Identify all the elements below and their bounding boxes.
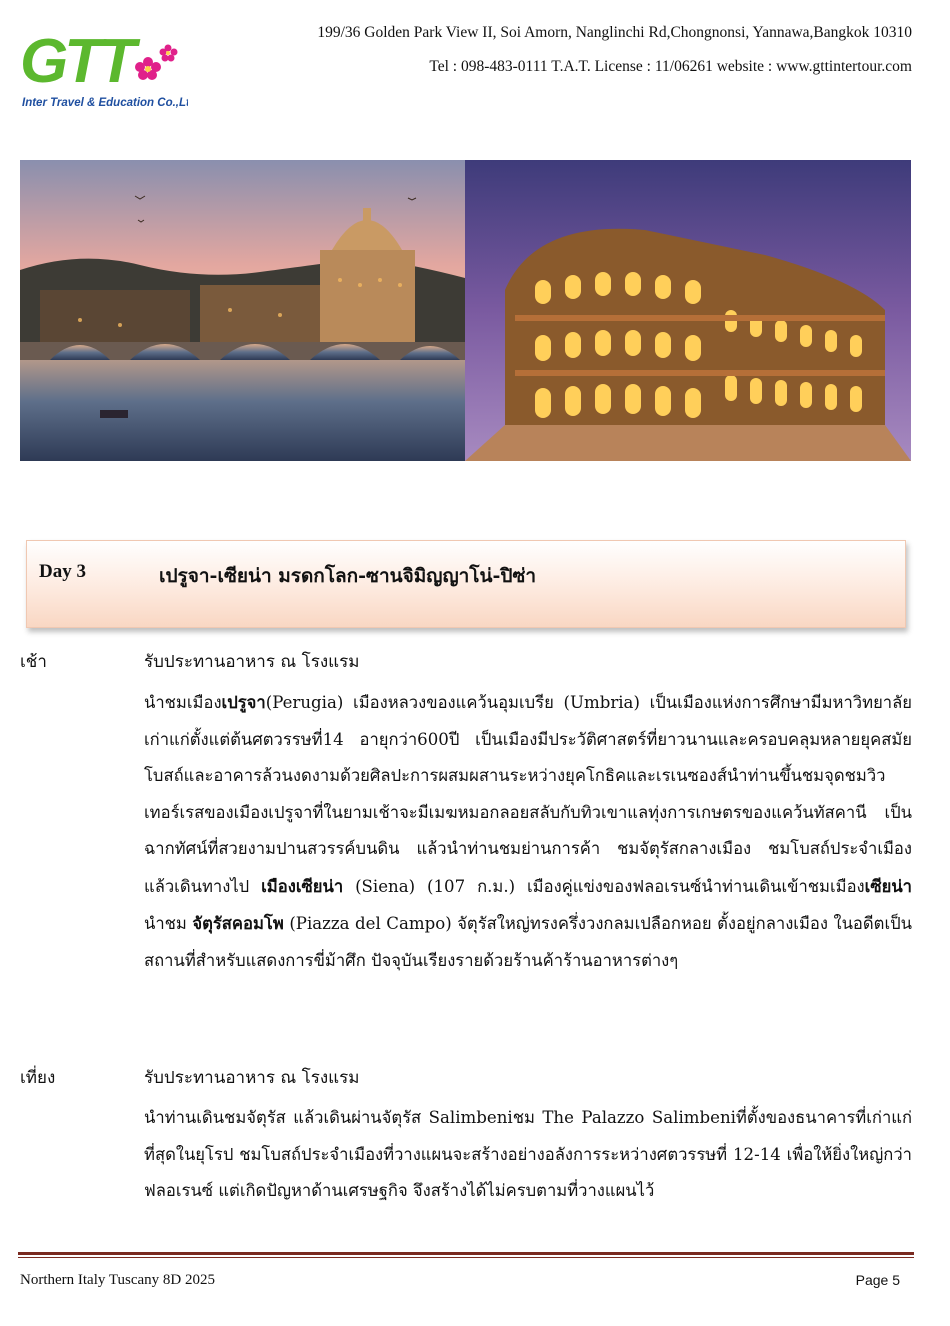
hero-photos <box>20 160 911 461</box>
footer-rule <box>18 1252 914 1255</box>
colosseum-photo <box>465 160 911 461</box>
header-contact-block <box>317 16 912 84</box>
noon-description: นำท่านเดินชมจัตุรัส แล้วเดินผ่านจัตุรัส Salimbeniชม The Palazzo Salimbeniที่ตั้งของธนาคารที่เก่าแก่ที่สุดในยุโรป ชมโบสถ์ประจำเมืองที่วางแผนจะสร้างอย่างอลังการระหว่างศตวรรษที่ 12-14 เพื่อให้ยิ่งใหญ่กว่าฟลอเรนซ์ แต่เกิดปัญหาด้านเศรษฐกิจ จึงสร้างได้ไม่ครบตามที่วางแผนไว้ <box>144 1108 912 1200</box>
highlight-campo: จัตุรัสคอมโพ <box>192 913 284 933</box>
day-title: เปรูจา-เซียน่า มรดกโลก-ซานจิมิญญาโน่-ปิซ่า <box>159 565 537 587</box>
day-header <box>26 540 906 628</box>
footer-rule-thin <box>18 1257 914 1258</box>
day-label: Day 3 <box>39 561 86 582</box>
footer-page-number: Page 5 <box>855 1272 900 1288</box>
highlight-siena: เซียน่า <box>864 875 912 896</box>
company-contact: Tel : 098-483-0111 T.A.T. License : 11/06261 website : www.gttintertour.com <box>429 58 912 75</box>
noon-label: เที่ยง <box>20 1068 56 1088</box>
company-logo <box>18 22 188 114</box>
noon-meal: รับประทานอาหาร ณ โรงแรม <box>144 1068 360 1088</box>
logo-text: GTT <box>20 27 132 96</box>
morning-label: เช้า <box>20 652 47 672</box>
highlight-siena-city: เมืองเซียน่า <box>261 875 344 896</box>
company-address: 199/36 Golden Park View II, Soi Amorn, Nanglinchi Rd,Chongnonsi, Yannawa,Bangkok 10310 <box>317 24 912 41</box>
morning-description: นำชมเมืองเปรูจา(Perugia) เมืองหลวงของแคว้นอุมเบรีย (Umbria) เป็นเมืองแห่งการศึกษามีมหาวิทยาลัยเก่าแก่ตั้งแต่ต้นศตวรรษที่14 อายุกว่า600ปี เป็นเมืองมีประวัติศาสตร์ที่ยาวนานและครอบคลุมหลายยุคสมัย โบสถ์และอาคารล้วนงดงามด้วยศิลปะการผสมผสานระหว่างยุคโกธิคและเรเนซองส์นำท่านขึ้นชมจุดชมวิวเทอร์เรสของเมืองเปรูจาที่ในยามเช้าจะมีเมฆหมอกลอยสลับกับทิวเขาแลทุ่งการเกษตรของแคว้นทัสคานี เป็นฉากทัศน์ที่สวยงามปานสวรรค์บนดิน แล้วนำท่านชมย่านการค้า ชมจัตุรัสกลางเมือง ชมโบสถ์ประจำเมือง แล้วเดินทางไป เมืองเซียน่า (Siena) (107 ก.ม.) เมืองคู่แข่งของฟลอเรนซ์นำท่านเดินเข้าชมเมืองเซียน่า นำชม จัตุรัสคอมโพ (Piazza del Campo) จัตุรัสใหญ่ทรงครึ่งวงกลมเปลือกหอย ตั้งอยู่กลางเมือง ในอดีตเป็นสถานที่สำหรับแสดงการขี่ม้าศึก ปัจจุบันเรียงรายด้วยร้านค้าร้านอาหารต่างๆ <box>144 692 912 970</box>
flower-icon <box>135 45 178 81</box>
morning-meal: รับประทานอาหาร ณ โรงแรม <box>144 652 360 672</box>
highlight-perugia: เปรูจา <box>221 692 266 712</box>
logo-subtitle: Inter Travel & Education Co.,Ltd. <box>22 97 188 109</box>
rome-vatican-photo <box>20 160 465 461</box>
footer-tour-name: Northern Italy Tuscany 8D 2025 <box>20 1272 215 1288</box>
